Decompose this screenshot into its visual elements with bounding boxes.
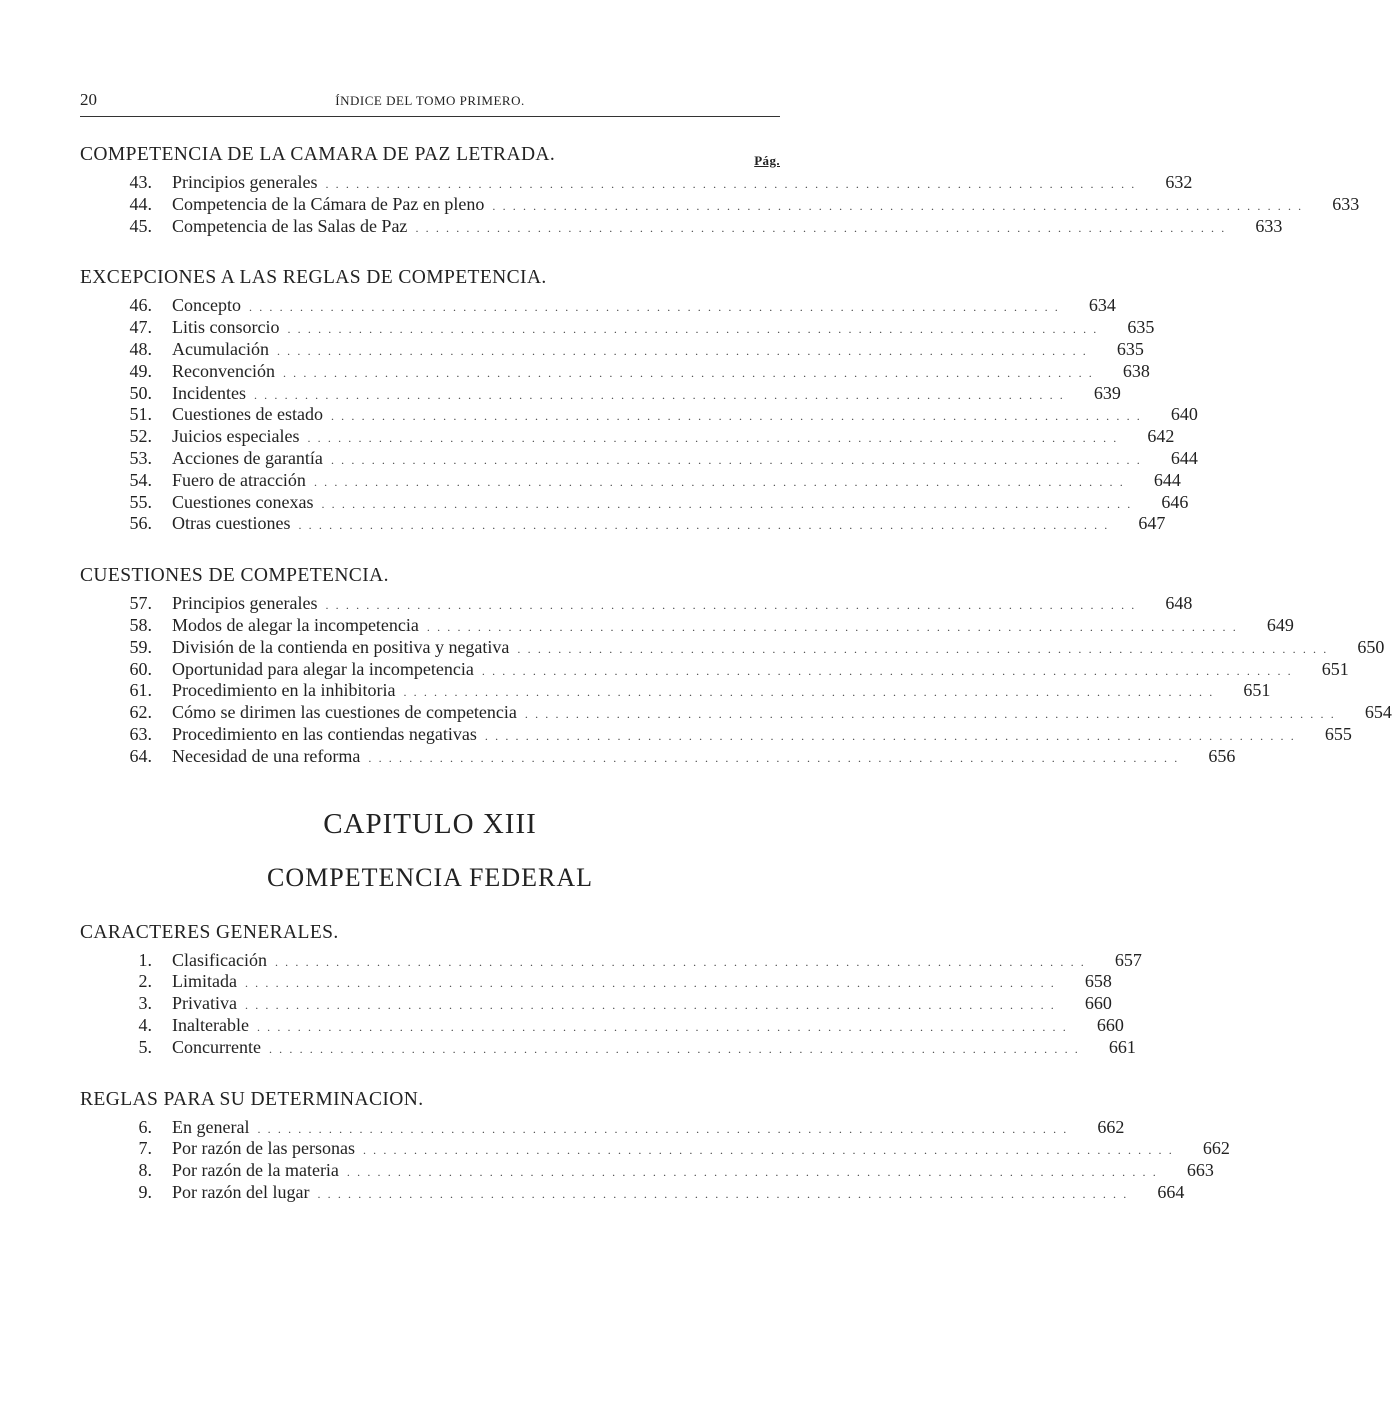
entry-number: 48. xyxy=(129,338,152,359)
leader-dots: . . . . . . . . . . . . . . . . . . . . . . . . . . . . . . . . . . . . . . . . . . . . . . . . . . . . . . . . . . . . . . . . . . . . . . . . . . . . . . . . xyxy=(330,452,1142,467)
section-title: EXCEPCIONES A LAS REGLAS DE COMPETENCIA. xyxy=(80,267,547,289)
entry-page: 639 xyxy=(1093,382,1121,403)
leader-dots: . . . . . . . . . . . . . . . . . . . . . . . . . . . . . . . . . . . . . . . . . . . . . . . . . . . . . . . . . . . . . . . . . . . . . . . . . . . . . . . . xyxy=(325,598,1137,613)
index-content xyxy=(80,138,1392,1204)
leader-dots: . . . . . . . . . . . . . . . . . . . . . . . . . . . . . . . . . . . . . . . . . . . . . . . . . . . . . . . . . . . . . . . . . . . . . . . . . . . . . . . . xyxy=(257,1121,1069,1136)
entry-page: 650 xyxy=(1357,636,1385,657)
entry-number: 62. xyxy=(129,702,152,723)
leader-dots: . . . . . . . . . . . . . . . . . . . . . . . . . . . . . . . . . . . . . . . . . . . . . . . . . . . . . . . . . . . . . . . . . . . . . . . . . . . . . . . . xyxy=(244,976,1056,991)
entry-list xyxy=(80,1116,1230,1204)
entry-page: 634 xyxy=(1088,295,1116,316)
entry-title: Modos de alegar la incompetencia xyxy=(172,614,419,635)
chapter-subtitle: COMPETENCIA FEDERAL xyxy=(267,862,593,892)
index-entry xyxy=(80,636,1385,659)
entry-number: 2. xyxy=(138,971,152,992)
leader-dots: . . . . . . . . . . . . . . . . . . . . . . . . . . . . . . . . . . . . . . . . . . . . . . . . . . . . . . . . . . . . . . . . . . . . . . . . . . . . . . . . xyxy=(249,300,1060,315)
entry-page: 644 xyxy=(1153,469,1181,490)
entry-title: Procedimiento en las contiendas negativas xyxy=(172,723,477,744)
index-entry xyxy=(80,447,1198,470)
index-entry xyxy=(80,971,1112,993)
entry-page: 654 xyxy=(1364,702,1392,723)
entry-title: Procedimiento en la inhibitoria xyxy=(172,680,396,701)
entry-page: 648 xyxy=(1165,593,1193,614)
entry-number: 56. xyxy=(129,513,152,534)
entry-number: 4. xyxy=(138,1014,152,1035)
index-entry xyxy=(80,295,1116,317)
entry-number: 52. xyxy=(129,426,152,447)
entry-number: 9. xyxy=(138,1181,152,1202)
entry-title: Oportunidad para alegar la incompetencia xyxy=(172,658,474,679)
index-entry xyxy=(80,338,1144,361)
entry-number: 8. xyxy=(138,1160,152,1181)
entry-title: Cómo se dirimen las cuestiones de competencia xyxy=(172,702,517,723)
index-entry xyxy=(80,702,1392,724)
entry-title: Cuestiones conexas xyxy=(172,491,314,512)
section-title: REGLAS PARA SU DETERMINACION. xyxy=(80,1088,424,1110)
entry-page: 655 xyxy=(1324,723,1352,744)
leader-dots: . . . . . . . . . . . . . . . . . . . . . . . . . . . . . . . . . . . . . . . . . . . . . . . . . . . . . . . . . . . . . . . . . . . . . . . . . . . . . . . . xyxy=(282,365,1094,380)
index-entry xyxy=(80,193,1360,216)
index-entry xyxy=(80,745,1236,768)
section-heading xyxy=(80,138,780,172)
entry-title: Inalterable xyxy=(172,1014,249,1035)
leader-dots: . . . . . . . . . . . . . . . . . . . . . . . . . . . . . . . . . . . . . . . . . . . . . . . . . . . . . . . . . . . . . . . . . . . . . . . . . . . . . . . . xyxy=(268,1041,1080,1056)
entry-title: Principios generales xyxy=(172,172,318,192)
entry-page: 662 xyxy=(1097,1116,1125,1137)
index-entry xyxy=(80,614,1294,637)
index-entry xyxy=(80,1014,1124,1037)
index-entry xyxy=(80,1116,1125,1139)
entry-page: 657 xyxy=(1114,949,1142,970)
entry-page: 649 xyxy=(1266,614,1294,635)
entry-number: 7. xyxy=(138,1138,152,1159)
leader-dots: . . . . . . . . . . . . . . . . . . . . . . . . . . . . . . . . . . . . . . . . . . . . . . . . . . . . . . . . . . . . . . . . . . . . . . . . . . . . . . . . xyxy=(253,387,1065,402)
entry-title: En general xyxy=(172,1116,250,1137)
entry-page: 635 xyxy=(1116,338,1144,359)
entry-page: 646 xyxy=(1161,491,1189,512)
entry-page: 660 xyxy=(1084,993,1112,1014)
index-entry xyxy=(80,469,1181,492)
leader-dots: . . . . . . . . . . . . . . . . . . . . . . . . . . . . . . . . . . . . . . . . . . . . . . . . . . . . . . . . . . . . . . . . . . . . . . . . . . . . . . . . xyxy=(492,198,1304,213)
entry-title: Acciones de garantía xyxy=(172,447,323,468)
leader-dots: . . . . . . . . . . . . . . . . . . . . . . . . . . . . . . . . . . . . . . . . . . . . . . . . . . . . . . . . . . . . . . . . . . . . . . . . . . . . . . . . xyxy=(484,728,1296,743)
leader-dots: . . . . . . . . . . . . . . . . . . . . . . . . . . . . . . . . . . . . . . . . . . . . . . . . . . . . . . . . . . . . . . . . . . . . . . . . . . . . . . . . xyxy=(325,177,1137,191)
leader-dots: . . . . . . . . . . . . . . . . . . . . . . . . . . . . . . . . . . . . . . . . . . . . . . . . . . . . . . . . . . . . . . . . . . . . . . . . . . . . . . . . xyxy=(362,1143,1174,1158)
entry-page: 633 xyxy=(1332,193,1360,214)
entry-title: Concepto xyxy=(172,295,241,316)
leader-dots: . . . . . . . . . . . . . . . . . . . . . . . . . . . . . . . . . . . . . . . . . . . . . . . . . . . . . . . . . . . . . . . . . . . . . . . . . . . . . . . . xyxy=(287,322,1099,337)
section-heading xyxy=(80,916,780,950)
section-title: CARACTERES GENERALES. xyxy=(80,921,339,943)
entry-page: 640 xyxy=(1170,404,1198,425)
entry-number: 64. xyxy=(129,745,152,766)
leader-dots: . . . . . . . . . . . . . . . . . . . . . . . . . . . . . . . . . . . . . . . . . . . . . . . . . . . . . . . . . . . . . . . . . . . . . . . . . . . . . . . . xyxy=(276,343,1088,358)
index-entry xyxy=(80,1138,1230,1160)
entry-page: 633 xyxy=(1255,215,1283,236)
leader-dots: . . . . . . . . . . . . . . . . . . . . . . . . . . . . . . . . . . . . . . . . . . . . . . . . . . . . . . . . . . . . . . . . . . . . . . . . . . . . . . . . xyxy=(368,750,1180,765)
running-title: ÍNDICE DEL TOMO PRIMERO. xyxy=(335,93,525,108)
index-entry xyxy=(80,1036,1136,1059)
entry-page: 642 xyxy=(1147,426,1175,447)
entry-list xyxy=(80,295,1198,535)
index-entry xyxy=(80,513,1166,535)
entry-title: Incidentes xyxy=(172,382,246,403)
section-heading xyxy=(80,1083,780,1117)
leader-dots: . . . . . . . . . . . . . . . . . . . . . . . . . . . . . . . . . . . . . . . . . . . . . . . . . . . . . . . . . . . . . . . . . . . . . . . . . . . . . . . . xyxy=(426,619,1238,634)
entry-number: 46. xyxy=(129,295,152,316)
index-entry xyxy=(80,382,1121,405)
entry-number: 51. xyxy=(129,404,152,425)
entry-number: 55. xyxy=(129,491,152,512)
leader-dots: . . . . . . . . . . . . . . . . . . . . . . . . . . . . . . . . . . . . . . . . . . . . . . . . . . . . . . . . . . . . . . . . . . . . . . . . . . . . . . . . xyxy=(330,409,1142,424)
index-entry xyxy=(80,680,1271,702)
entry-list xyxy=(80,172,1360,237)
leader-dots: . . . . . . . . . . . . . . . . . . . . . . . . . . . . . . . . . . . . . . . . . . . . . . . . . . . . . . . . . . . . . . . . . . . . . . . . . . . . . . . . xyxy=(481,663,1293,678)
entry-number: 6. xyxy=(138,1116,152,1137)
entry-page: 663 xyxy=(1186,1160,1214,1181)
entry-page: 635 xyxy=(1127,317,1155,338)
entry-page: 632 xyxy=(1165,172,1193,192)
section-title: COMPETENCIA DE LA CAMARA DE PAZ LETRADA. xyxy=(80,144,556,165)
entry-title: Por razón del lugar xyxy=(172,1181,310,1202)
entry-title: Litis consorcio xyxy=(172,317,280,338)
entry-title: Privativa xyxy=(172,993,237,1014)
leader-dots: . . . . . . . . . . . . . . . . . . . . . . . . . . . . . . . . . . . . . . . . . . . . . . . . . . . . . . . . . . . . . . . . . . . . . . . . . . . . . . . . xyxy=(415,220,1227,235)
index-entry xyxy=(80,360,1150,383)
leader-dots: . . . . . . . . . . . . . . . . . . . . . . . . . . . . . . . . . . . . . . . . . . . . . . . . . . . . . . . . . . . . . . . . . . . . . . . . . . . . . . . . xyxy=(317,1186,1129,1201)
index-entry xyxy=(80,993,1112,1015)
entry-page: 660 xyxy=(1096,1014,1124,1035)
entry-title: Competencia de las Salas de Paz xyxy=(172,215,408,236)
leader-dots: . . . . . . . . . . . . . . . . . . . . . . . . . . . . . . . . . . . . . . . . . . . . . . . . . . . . . . . . . . . . . . . . . . . . . . . . . . . . . . . . xyxy=(256,1019,1068,1034)
entry-page: 661 xyxy=(1108,1036,1136,1057)
entry-number: 50. xyxy=(129,382,152,403)
entry-number: 61. xyxy=(129,680,152,701)
section-heading xyxy=(80,559,780,593)
index-entry xyxy=(80,1160,1214,1182)
index-entry xyxy=(80,317,1155,339)
entry-title: Necesidad de una reforma xyxy=(172,745,361,766)
entry-title: Por razón de la materia xyxy=(172,1160,339,1181)
index-entry xyxy=(80,593,1193,615)
section-title: CUESTIONES DE COMPETENCIA. xyxy=(80,565,389,587)
entry-page: 651 xyxy=(1321,658,1349,679)
index-entry xyxy=(80,1181,1185,1204)
entry-number: 45. xyxy=(129,215,152,236)
index-entry xyxy=(80,426,1175,448)
entry-title: Juicios especiales xyxy=(172,426,300,447)
entry-title: Otras cuestiones xyxy=(172,513,291,534)
entry-title: Limitada xyxy=(172,971,237,992)
entry-title: Reconvención xyxy=(172,360,275,381)
leader-dots: . . . . . . . . . . . . . . . . . . . . . . . . . . . . . . . . . . . . . . . . . . . . . . . . . . . . . . . . . . . . . . . . . . . . . . . . . . . . . . . . xyxy=(307,431,1119,446)
entry-title: Clasificación xyxy=(172,949,267,970)
index-entry xyxy=(80,172,1193,194)
entry-page: 656 xyxy=(1208,745,1236,766)
entry-title: Competencia de la Cámara de Paz en pleno xyxy=(172,193,485,214)
entry-page: 658 xyxy=(1084,971,1112,992)
page-number: 20 xyxy=(80,90,97,109)
entry-page: 647 xyxy=(1138,513,1166,534)
entry-number: 58. xyxy=(129,614,152,635)
leader-dots: . . . . . . . . . . . . . . . . . . . . . . . . . . . . . . . . . . . . . . . . . . . . . . . . . . . . . . . . . . . . . . . . . . . . . . . . . . . . . . . . xyxy=(524,707,1336,722)
entry-title: División de la contienda en positiva y negativa xyxy=(172,636,510,657)
entry-number: 5. xyxy=(138,1036,152,1057)
entry-page: 644 xyxy=(1170,447,1198,468)
entry-number: 43. xyxy=(129,172,152,192)
entry-page: 638 xyxy=(1122,360,1150,381)
index-entry xyxy=(80,215,1283,238)
leader-dots: . . . . . . . . . . . . . . . . . . . . . . . . . . . . . . . . . . . . . . . . . . . . . . . . . . . . . . . . . . . . . . . . . . . . . . . . . . . . . . . . xyxy=(298,518,1110,533)
entry-number: 47. xyxy=(129,317,152,338)
entry-page: 662 xyxy=(1202,1138,1230,1159)
header-rule xyxy=(80,116,780,117)
entry-number: 63. xyxy=(129,723,152,744)
entry-number: 49. xyxy=(129,360,152,381)
entry-page: 664 xyxy=(1157,1181,1185,1202)
leader-dots: . . . . . . . . . . . . . . . . . . . . . . . . . . . . . . . . . . . . . . . . . . . . . . . . . . . . . . . . . . . . . . . . . . . . . . . . . . . . . . . . xyxy=(245,998,1056,1013)
entry-list xyxy=(80,949,1142,1059)
leader-dots: . . . . . . . . . . . . . . . . . . . . . . . . . . . . . . . . . . . . . . . . . . . . . . . . . . . . . . . . . . . . . . . . . . . . . . . . . . . . . . . . xyxy=(346,1165,1158,1180)
entry-number: 57. xyxy=(129,593,152,614)
entry-number: 1. xyxy=(138,949,152,970)
entry-title: Acumulación xyxy=(172,338,269,359)
page-header xyxy=(80,90,780,116)
leader-dots: . . . . . . . . . . . . . . . . . . . . . . . . . . . . . . . . . . . . . . . . . . . . . . . . . . . . . . . . . . . . . . . . . . . . . . . . . . . . . . . . xyxy=(274,954,1086,969)
index-entry xyxy=(80,658,1349,681)
entry-title: Cuestiones de estado xyxy=(172,404,323,425)
leader-dots: . . . . . . . . . . . . . . . . . . . . . . . . . . . . . . . . . . . . . . . . . . . . . . . . . . . . . . . . . . . . . . . . . . . . . . . . . . . . . . . . xyxy=(517,641,1329,656)
entry-title: Fuero de atracción xyxy=(172,469,306,490)
entry-number: 59. xyxy=(129,636,152,657)
leader-dots: . . . . . . . . . . . . . . . . . . . . . . . . . . . . . . . . . . . . . . . . . . . . . . . . . . . . . . . . . . . . . . . . . . . . . . . . . . . . . . . . xyxy=(403,685,1215,700)
entry-list xyxy=(80,593,1392,767)
entry-title: Por razón de las personas xyxy=(172,1138,355,1159)
page-column-label: Pág. xyxy=(754,153,780,168)
entry-number: 3. xyxy=(138,993,152,1014)
entry-title: Principios generales xyxy=(172,593,318,614)
section-heading xyxy=(80,261,780,295)
index-entry xyxy=(80,723,1352,746)
index-entry xyxy=(80,949,1142,972)
chapter-title: CAPITULO XIII xyxy=(323,807,537,840)
index-entry xyxy=(80,491,1189,514)
index-entry xyxy=(80,404,1198,426)
entry-number: 60. xyxy=(129,658,152,679)
entry-title: Concurrente xyxy=(172,1036,261,1057)
entry-number: 44. xyxy=(129,193,152,214)
leader-dots: . . . . . . . . . . . . . . . . . . . . . . . . . . . . . . . . . . . . . . . . . . . . . . . . . . . . . . . . . . . . . . . . . . . . . . . . . . . . . . . . xyxy=(313,474,1125,489)
leader-dots: . . . . . . . . . . . . . . . . . . . . . . . . . . . . . . . . . . . . . . . . . . . . . . . . . . . . . . . . . . . . . . . . . . . . . . . . . . . . . . . . xyxy=(321,496,1133,511)
entry-page: 651 xyxy=(1243,680,1271,701)
entry-number: 54. xyxy=(129,469,152,490)
entry-number: 53. xyxy=(129,447,152,468)
